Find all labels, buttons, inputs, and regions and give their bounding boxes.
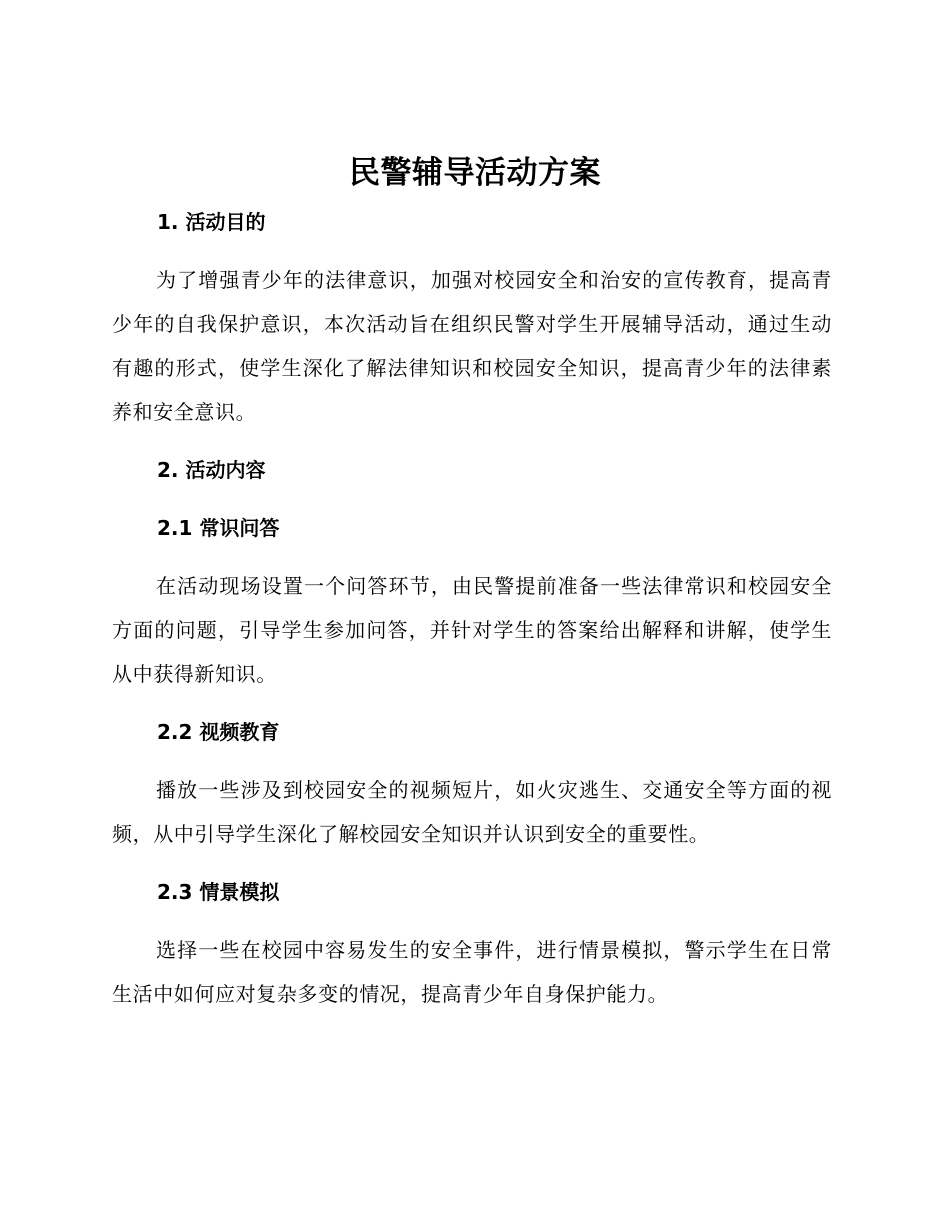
section-heading-purpose: 1. 活动目的	[157, 210, 266, 234]
section-heading-video: 2.2 视频教育	[157, 720, 280, 744]
section-heading-simulation: 2.3 情景模拟	[157, 880, 280, 904]
document-title: 民警辅导活动方案	[349, 155, 601, 191]
section-heading-content: 2. 活动内容	[157, 458, 266, 482]
paragraph-quiz: 在活动现场设置一个问答环节，由民警提前准备一些法律常识和校园安全方面的问题，引导学生参加问答，并针对学生的答案给出解释和讲解，使学生从中获得新知识。	[112, 574, 832, 686]
paragraph-simulation: 选择一些在校园中容易发生的安全事件，进行情景模拟，警示学生在日常生活中如何应对复杂多变的情况，提高青少年自身保护能力。	[112, 938, 832, 1006]
section-heading-quiz: 2.1 常识问答	[157, 516, 280, 540]
paragraph-purpose: 为了增强青少年的法律意识，加强对校园安全和治安的宣传教育，提高青少年的自我保护意识，本次活动旨在组织民警对学生开展辅导活动，通过生动有趣的形式，使学生深化了解法律知识和校园安全知识，提高青少年的法律素养和安全意识。	[112, 268, 832, 424]
paragraph-video: 播放一些涉及到校园安全的视频短片，如火灾逃生、交通安全等方面的视频，从中引导学生深化了解校园安全知识并认识到安全的重要性。	[112, 778, 832, 846]
